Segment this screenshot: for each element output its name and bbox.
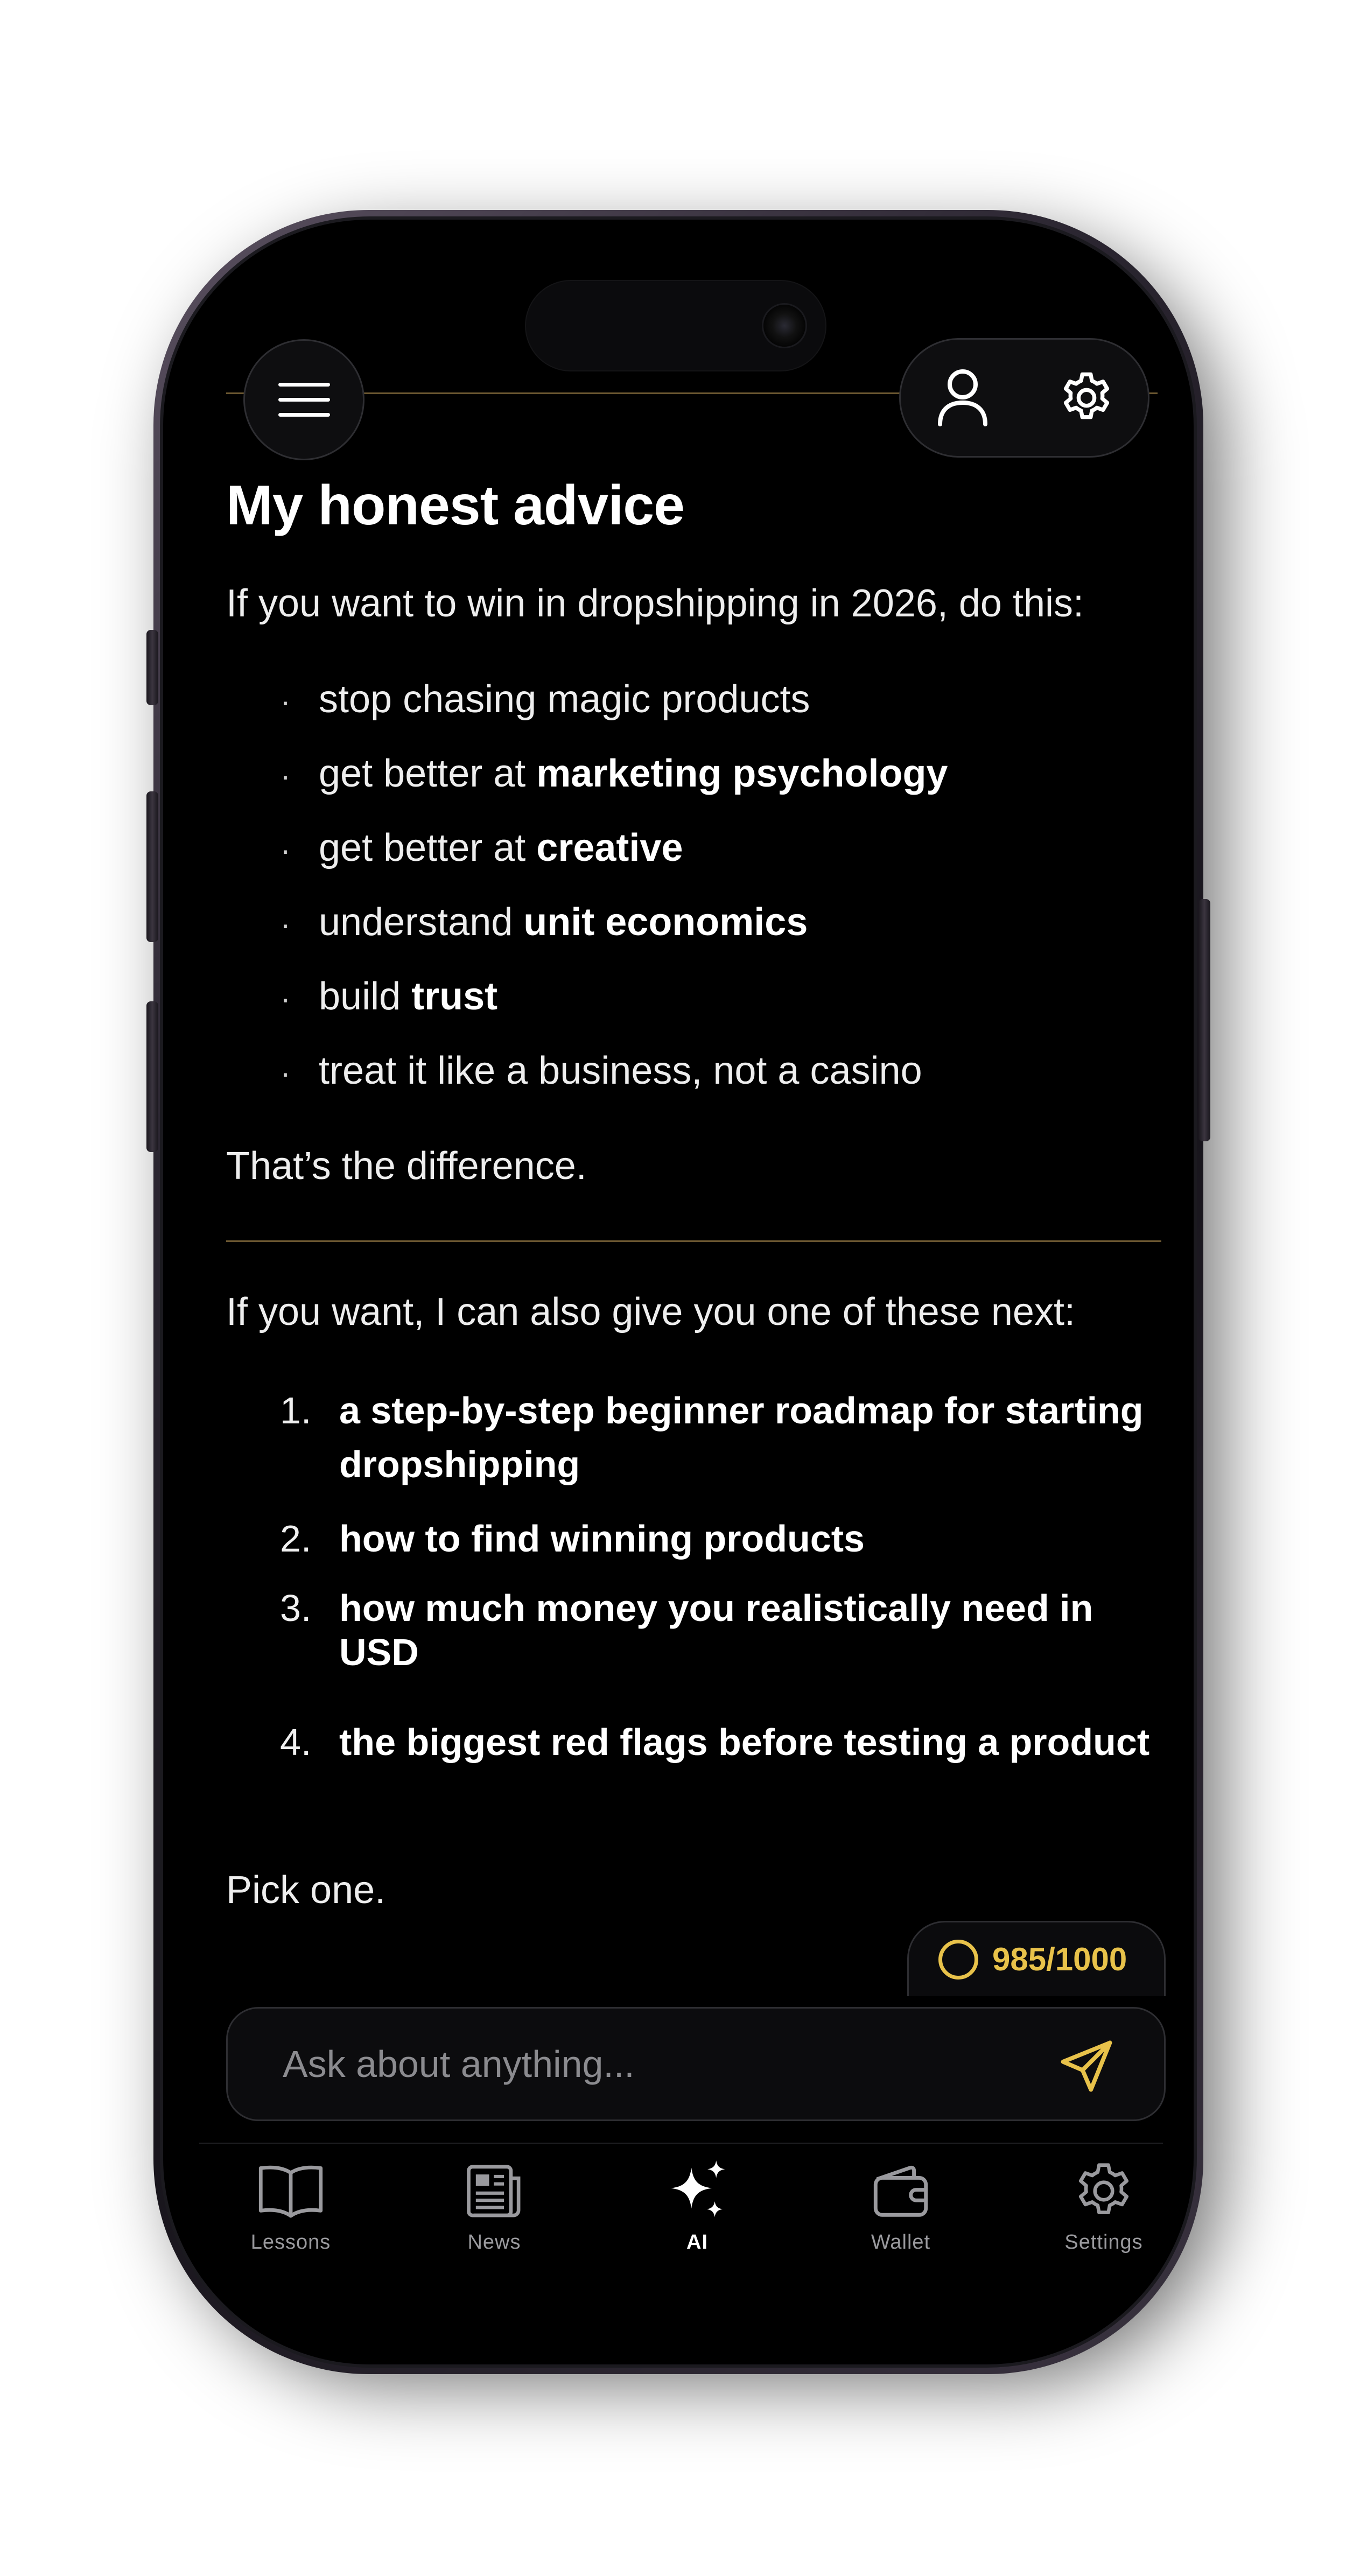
intro-paragraph: If you want to win in dropshipping in 2026, do this: — [226, 582, 1084, 625]
menu-button[interactable] — [243, 339, 364, 460]
bullet-marker: · — [280, 1055, 291, 1091]
option-text: how to find winning products — [339, 1518, 865, 1560]
option-item[interactable] — [280, 1586, 1163, 1674]
bullet-emphasis: unit economics — [523, 901, 808, 944]
bullet-emphasis: trust — [411, 975, 498, 1018]
bullet-marker: · — [280, 757, 291, 794]
paper-plane-send-icon — [1057, 2037, 1116, 2096]
message-composer — [226, 2007, 1166, 2121]
option-item[interactable] — [280, 1512, 1163, 1566]
option-text: how much money you realistically need in USD — [339, 1587, 1093, 1673]
bullet-marker: · — [280, 980, 291, 1016]
volume-down-button — [146, 1001, 158, 1152]
bullet-text: stop chasing magic products — [319, 678, 810, 721]
settings-button[interactable] — [1054, 366, 1119, 430]
bullet-emphasis: marketing psychology — [536, 752, 948, 795]
header-actions — [899, 338, 1149, 458]
option-number: 4. — [280, 1721, 312, 1763]
user-profile-icon — [936, 368, 990, 427]
profile-button[interactable] — [930, 366, 995, 430]
sparkles-icon — [660, 2153, 735, 2229]
bullet-emphasis: creative — [536, 826, 683, 869]
credit-coin-icon — [938, 1940, 978, 1980]
chat-input[interactable] — [282, 2009, 992, 2119]
volume-up-button — [146, 791, 158, 942]
option-text: a step-by-step beginner roadmap for starting dropshipping — [339, 1389, 1144, 1485]
offer-paragraph: If you want, I can also give you one of these next: — [226, 1290, 1075, 1333]
option-item[interactable] — [280, 1384, 1163, 1491]
open-book-icon — [253, 2153, 328, 2229]
tab-label: News — [467, 2231, 521, 2254]
front-camera — [762, 303, 807, 348]
tab-label: AI — [686, 2231, 708, 2254]
tab-label: Lessons — [250, 2231, 331, 2254]
gear-icon — [1057, 368, 1116, 427]
credits-badge — [907, 1921, 1166, 1996]
power-button — [1198, 899, 1210, 1141]
tab-wallet[interactable] — [820, 2153, 982, 2272]
bullet-text: treat it like a business, not a casino — [319, 1049, 922, 1092]
bullet-item — [280, 677, 810, 721]
credits-count: 985/1000 — [992, 1941, 1127, 1977]
option-number: 2. — [280, 1518, 312, 1560]
conclusion-paragraph: That’s the difference. — [226, 1145, 587, 1188]
wallet-icon — [863, 2153, 938, 2229]
tab-news[interactable] — [413, 2153, 575, 2272]
newspaper-icon — [457, 2153, 532, 2229]
option-number: 1. — [280, 1389, 312, 1431]
bullet-text: get better at — [319, 752, 526, 795]
tab-settings[interactable] — [1023, 2153, 1184, 2272]
bullet-item — [280, 974, 497, 1019]
tab-ai[interactable] — [616, 2153, 778, 2272]
section-divider — [226, 1240, 1161, 1242]
send-button[interactable] — [1051, 2031, 1121, 2101]
bullet-marker: · — [280, 832, 291, 868]
hamburger-menu-icon — [277, 378, 331, 422]
bullet-text: get better at — [319, 826, 526, 869]
bullet-item — [280, 826, 683, 870]
bullet-text: build — [319, 975, 401, 1018]
bullet-marker: · — [280, 906, 291, 942]
option-text: the biggest red flags before testing a product — [339, 1721, 1150, 1763]
option-item[interactable] — [280, 1715, 1163, 1769]
bullet-item — [280, 1049, 922, 1093]
tab-lessons[interactable] — [210, 2153, 371, 2272]
closing-paragraph: Pick one. — [226, 1869, 386, 1912]
action-button — [146, 630, 158, 705]
tab-label: Wallet — [871, 2231, 931, 2254]
bullet-marker: · — [280, 683, 291, 719]
tab-bar-divider — [199, 2143, 1163, 2144]
bullet-item — [280, 752, 948, 796]
tab-label: Settings — [1064, 2231, 1143, 2254]
message-heading: My honest advice — [226, 474, 684, 537]
option-number: 3. — [280, 1587, 312, 1629]
bullet-text: understand — [319, 901, 513, 944]
gear-icon — [1066, 2153, 1141, 2229]
bullet-item — [280, 900, 808, 944]
